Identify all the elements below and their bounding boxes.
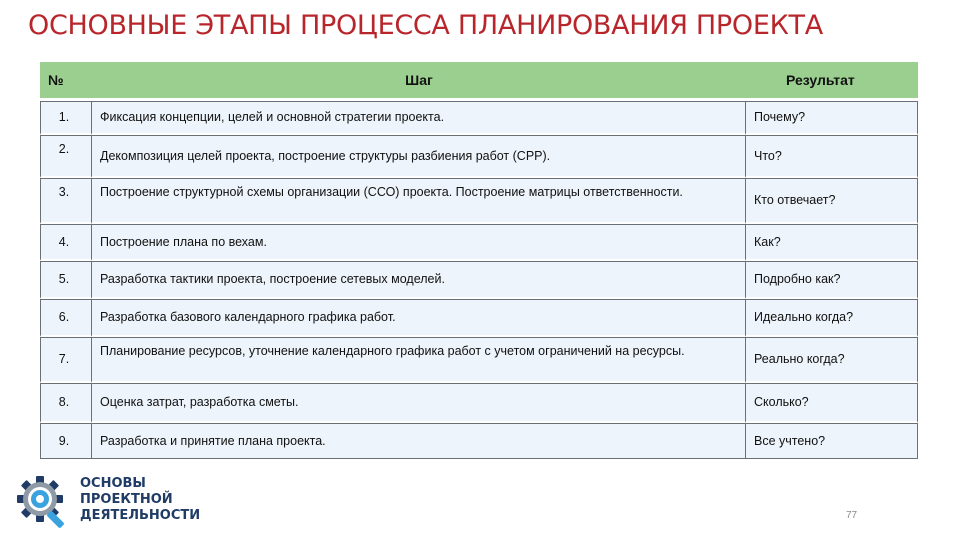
logo-line-2: ПРОЕКТНОЙ <box>80 492 173 507</box>
row-result: Подробно как? <box>746 261 918 299</box>
header-num: № <box>40 62 92 101</box>
row-step: Построение структурной схемы организации (ССО) проекта. Построение матрицы ответственности. <box>92 178 746 224</box>
logo-line-1: ОСНОВЫ <box>80 476 146 491</box>
row-result: Все учтено? <box>746 423 918 459</box>
row-num: 4. <box>40 224 92 261</box>
table-header-row <box>40 62 918 101</box>
table-row <box>40 423 918 459</box>
row-result: Кто отвечает? <box>746 178 918 224</box>
row-num: 5. <box>40 261 92 299</box>
row-result: Сколько? <box>746 383 918 423</box>
row-step: Разработка базового календарного графика работ. <box>92 299 746 337</box>
row-num: 9. <box>40 423 92 459</box>
row-num: 8. <box>40 383 92 423</box>
page-title: ОСНОВНЫЕ ЭТАПЫ ПРОЦЕССА ПЛАНИРОВАНИЯ ПРОЕКТА <box>28 10 823 41</box>
row-step: Оценка затрат, разработка сметы. <box>92 383 746 423</box>
row-result: Реально когда? <box>746 337 918 383</box>
row-result: Как? <box>746 224 918 261</box>
row-num: 7. <box>40 337 92 383</box>
row-num: 1. <box>40 101 92 135</box>
row-step: Разработка и принятие плана проекта. <box>92 423 746 459</box>
logo-line-3: ДЕЯТЕЛЬНОСТИ <box>80 508 201 523</box>
table-row <box>40 299 918 337</box>
table-row <box>40 101 918 135</box>
row-result: Что? <box>746 135 918 178</box>
page-number: 77 <box>846 510 858 521</box>
table-row <box>40 383 918 423</box>
magnifier-gear-icon <box>14 472 72 530</box>
row-num: 6. <box>40 299 92 337</box>
table-row <box>40 135 918 178</box>
table-row <box>40 337 918 383</box>
table-row <box>40 178 918 224</box>
row-step: Разработка тактики проекта, построение сетевых моделей. <box>92 261 746 299</box>
table-row <box>40 224 918 261</box>
row-step: Построение плана по вехам. <box>92 224 746 261</box>
row-result: Идеально когда? <box>746 299 918 337</box>
header-result: Результат <box>746 62 918 101</box>
row-num: 2. <box>40 135 92 178</box>
row-step: Планирование ресурсов, уточнение календарного графика работ с учетом ограничений на ресурсы. <box>92 337 746 383</box>
row-step: Декомпозиция целей проекта, построение структуры разбиения работ (СРР). <box>92 135 746 178</box>
planning-stages-table <box>40 62 918 459</box>
row-result: Почему? <box>746 101 918 135</box>
row-step: Фиксация концепции, целей и основной стратегии проекта. <box>92 101 746 135</box>
logo-text <box>80 476 200 524</box>
table-row <box>40 261 918 299</box>
header-step: Шаг <box>92 62 746 101</box>
row-num: 3. <box>40 178 92 224</box>
